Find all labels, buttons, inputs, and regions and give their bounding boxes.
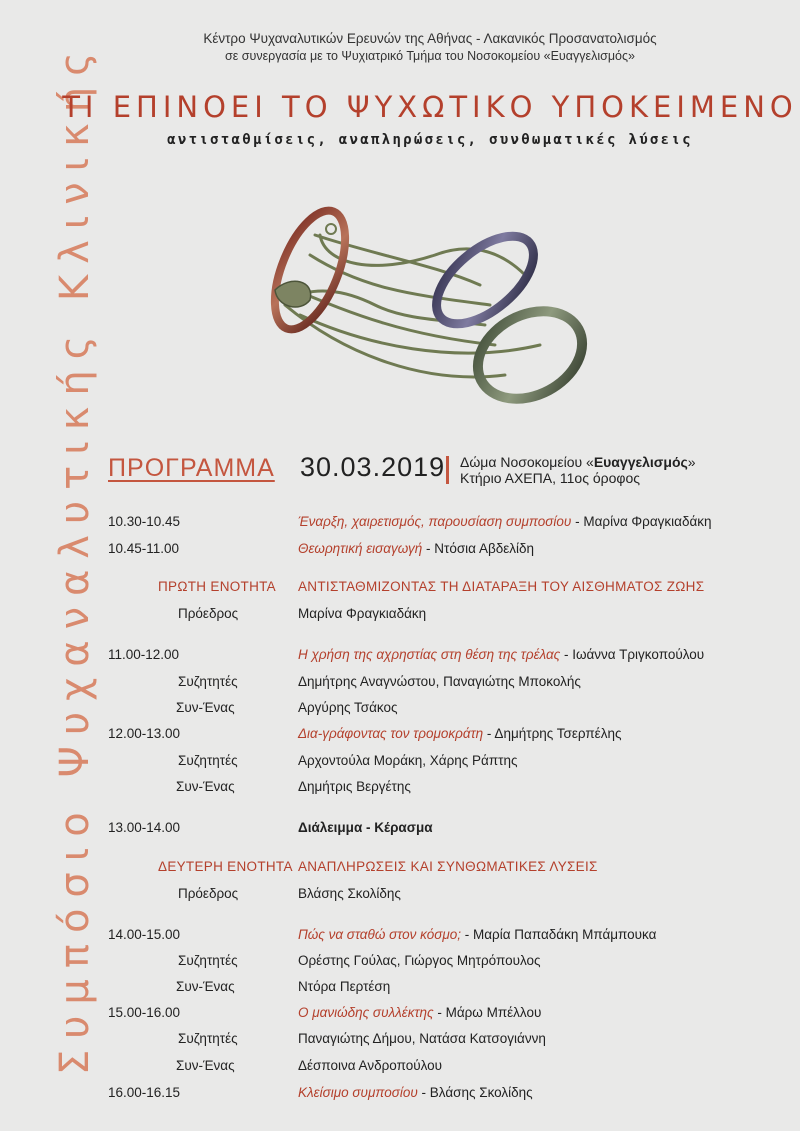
session-time: 15.00-16.00 bbox=[108, 1005, 181, 1020]
event-date: 30.03.2019 bbox=[300, 452, 446, 482]
divider bbox=[446, 456, 449, 484]
chair-role: Πρόεδρος bbox=[178, 886, 239, 901]
session-entry: Η χρήση της αχρηστίας στη θέση της τρέλας - Ιωάννα Τριγκοπούλου bbox=[298, 647, 705, 662]
session-time: 10.45-11.00 bbox=[108, 541, 180, 556]
subtitle: αντισταθμίσεις, αναπληρώσεις, συνθωματικές λύσεις bbox=[167, 132, 693, 148]
discussants-role: Συζητητές bbox=[178, 753, 238, 768]
session-time: 16.00-16.15 bbox=[108, 1085, 181, 1100]
session-entry: Έναρξη, χαιρετισμός, παρουσίαση συμποσίου - Μαρίνα Φραγκιαδάκη bbox=[298, 514, 712, 529]
session-entry: Δια-γράφοντας τον τρομοκράτη - Δημήτρης Τσερπέλης bbox=[298, 726, 622, 741]
syn-name: Ντόρα Περτέση bbox=[298, 979, 391, 994]
venue-line-2: Κτήριο ΑΧΕΠΑ, 11ος όροφος bbox=[460, 470, 640, 486]
syn-role: Συν-Ένας bbox=[176, 779, 235, 794]
chair-name: Μαρίνα Φραγκιαδάκη bbox=[298, 606, 427, 621]
discussants: Παναγιώτης Δήμου, Νατάσα Κατσογιάννη bbox=[298, 1031, 546, 1046]
unit-label: ΔΕΥΤΕΡΗ ΕΝΟΤΗΤΑ bbox=[158, 859, 293, 874]
discussants: Ορέστης Γούλας, Γιώργος Μητρόπουλος bbox=[298, 953, 541, 968]
syn-role: Συν-Ένας bbox=[176, 1058, 235, 1073]
session-time: 11.00-12.00 bbox=[108, 647, 180, 662]
discussants-role: Συζητητές bbox=[178, 1031, 238, 1046]
organizer-line: Κέντρο Ψυχαναλυτικών Ερευνών της Αθήνας - Λακανικός Προσανατολισμός bbox=[203, 31, 657, 46]
syn-role: Συν-Ένας bbox=[176, 700, 235, 715]
chair-name: Βλάσης Σκολίδης bbox=[298, 886, 401, 901]
venue-line-1: Δώμα Νοσοκομείου «Ευαγγελισμός» bbox=[460, 454, 696, 470]
session-entry: Πώς να σταθώ στον κόσμο; - Μαρία Παπαδάκη Μπάμπουκα bbox=[298, 927, 657, 942]
syn-name: Δημήτρις Βεργέτης bbox=[298, 779, 411, 794]
session-time: 12.00-13.00 bbox=[108, 726, 181, 741]
discussants-role: Συζητητές bbox=[178, 674, 238, 689]
program-title: ΠΡΟΓΡΑΜΜΑ bbox=[108, 454, 275, 482]
side-title: Συμπόσιο Ψυχαναλυτικής Κλινικής bbox=[52, 41, 98, 1075]
discussants: Δημήτρης Αναγνώστου, Παναγιώτης Μποκολής bbox=[298, 674, 581, 689]
discussants: Αρχοντούλα Μοράκη, Χάρης Ράπτης bbox=[298, 753, 518, 768]
unit-title: ΑΝΑΠΛΗΡΩΣΕΙΣ ΚΑΙ ΣΥΝΘΩΜΑΤΙΚΕΣ ΛΥΣΕΙΣ bbox=[298, 859, 598, 874]
collaboration-line: σε συνεργασία με το Ψυχιατρικό Τμήμα του Νοσοκομείου «Ευαγγελισμός» bbox=[225, 49, 635, 63]
session-time: 10.30-10.45 bbox=[108, 514, 181, 529]
unit-label: ΠΡΩΤΗ ΕΝΟΤΗΤΑ bbox=[158, 579, 276, 594]
main-title: ΤΙ ΕΠΙΝΟΕΙ ΤΟ ΨΥΧΩΤΙΚΟ ΥΠΟΚΕΙΜΕΝΟ bbox=[62, 90, 798, 124]
session-entry: Θεωρητική εισαγωγή - Ντόσια Αβδελίδη bbox=[298, 541, 535, 556]
syn-role: Συν-Ένας bbox=[176, 979, 235, 994]
session-time: 13.00-14.00 bbox=[108, 820, 181, 835]
unit-title: ΑΝΤΙΣΤΑΘΜΙΖΟΝΤΑΣ ΤΗ ΔΙΑΤΑΡΑΞΗ ΤΟΥ ΑΙΣΘΗΜΑΤΟΣ ΖΩΗΣ bbox=[298, 579, 705, 594]
syn-name: Αργύρης Τσάκος bbox=[298, 700, 398, 715]
rings-sculpture-icon bbox=[255, 195, 595, 435]
break-entry: Διάλειμμα - Κέρασμα bbox=[298, 820, 433, 835]
discussants-role: Συζητητές bbox=[178, 953, 238, 968]
session-entry: Κλείσιμο συμποσίου - Βλάσης Σκολίδης bbox=[298, 1085, 533, 1100]
chair-role: Πρόεδρος bbox=[178, 606, 239, 621]
session-time: 14.00-15.00 bbox=[108, 927, 181, 942]
syn-name: Δέσποινα Ανδροπούλου bbox=[298, 1058, 443, 1073]
session-entry: Ο μανιώδης συλλέκτης - Μάρω Μπέλλου bbox=[298, 1005, 542, 1020]
